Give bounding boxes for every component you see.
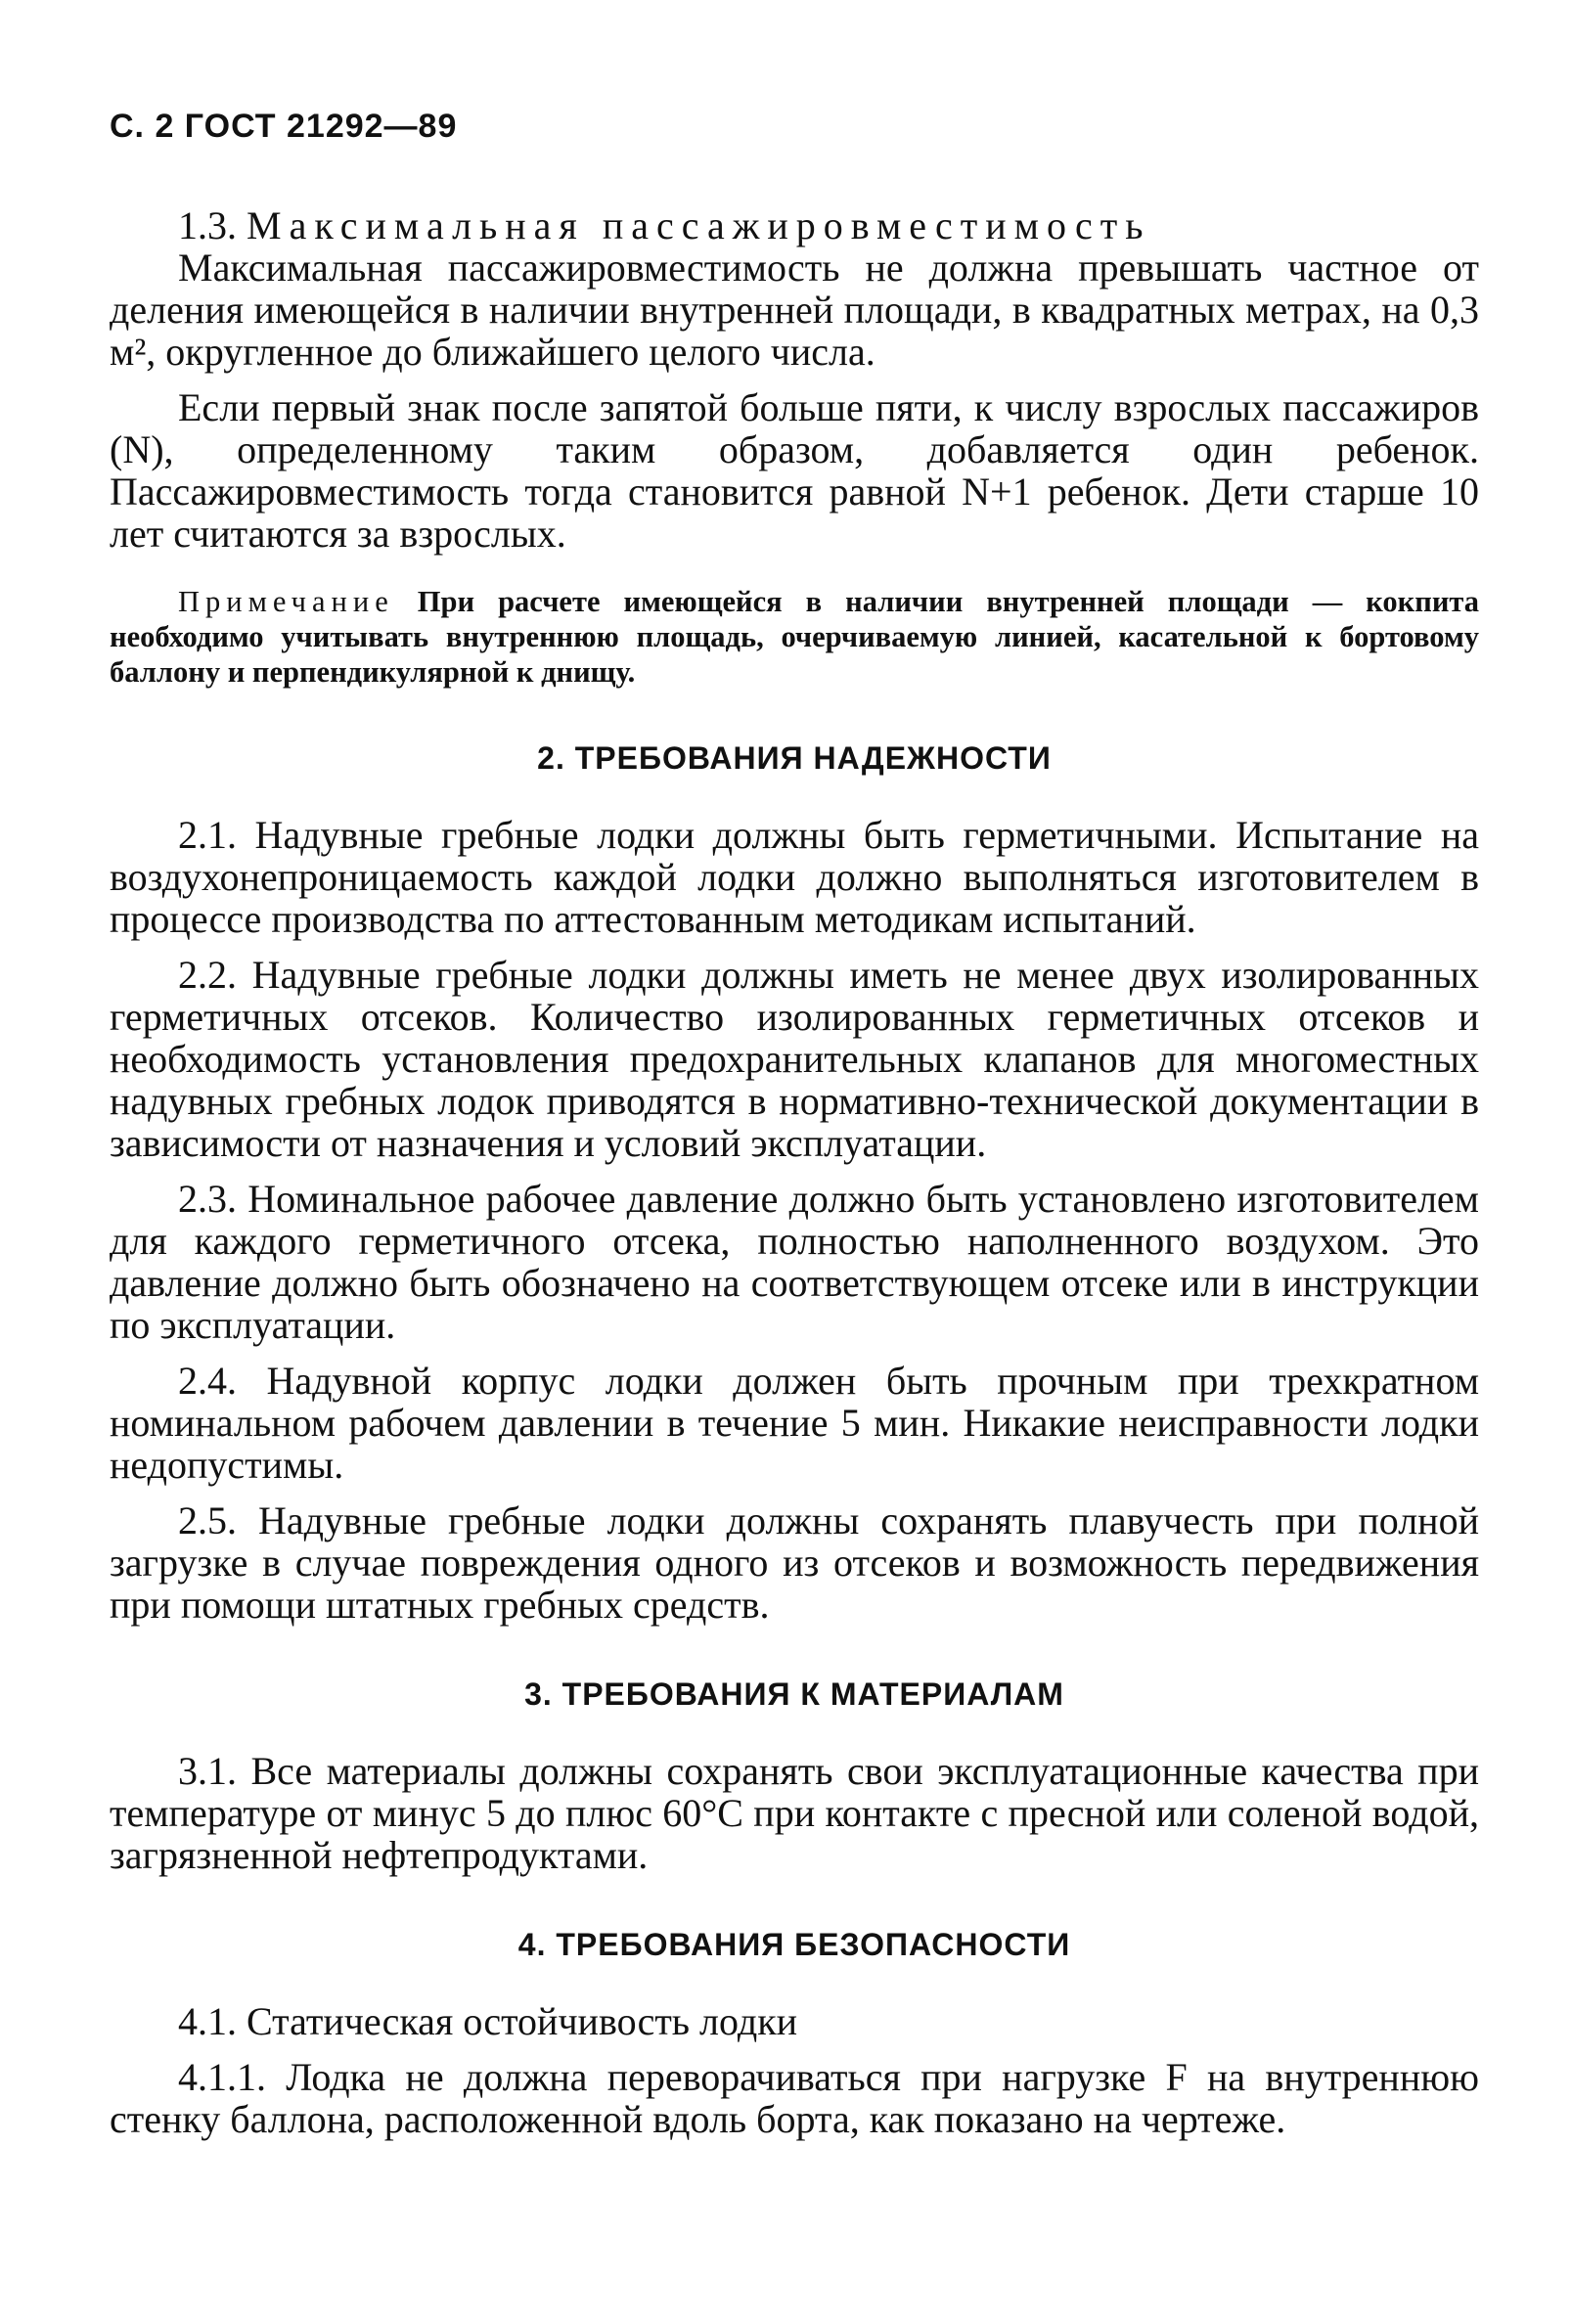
section-3-body [110, 1750, 1479, 1876]
clause-2-1: 2.1. Надувные гребные лодки должны быть герметичными. Испытание на воздухонепроницаемость каждой лодки должно выполняться изготовителем в процессе производства по аттестованным методикам испытаний. [110, 813, 1479, 941]
running-head: С. 2 ГОСТ 21292—89 [110, 108, 458, 145]
clause-1-3-number: 1.3. [178, 203, 237, 247]
clause-1-3-heading [110, 204, 1479, 246]
clause-1-3-title: Максимальная пассажировместимость [247, 203, 1151, 247]
clause-2-2: 2.2. Надувные гребные лодки должны иметь не менее двух изолированных герметичных отсеков. Количество изолированных герметичных отсеков и необходимость установления предохранительных клапанов для многоместных надувных гребных лодок приводятся в нормативно-технической документации в зависимости от назначения и условий эксплуатации. [110, 953, 1479, 1165]
section-2-title: 2. ТРЕБОВАНИЯ НАДЕЖНОСТИ [537, 740, 1052, 776]
clause-1-3-note [110, 584, 1479, 690]
note-label: Примечание [178, 585, 394, 618]
clause-3-1: 3.1. Все материалы должны сохранять свои эксплуатационные качества при температуре от минус 5 до плюс 60°С при контакте с пресной или соленой водой, загрязненной нефтепродуктами. [110, 1749, 1479, 1877]
clause-2-3: 2.3. Номинальное рабочее давление должно быть установлено изготовителем для каждого герметичного отсека, полностью наполненного воздухом. Это давление должно быть обозначено на соответствующем отсеке или в инструкции по эксплуатации. [110, 1177, 1479, 1347]
clause-1-3 [110, 204, 1479, 555]
clause-1-3-paragraph-2: Если первый знак после запятой больше пяти, к числу взрослых пассажиров (N), определенному таким образом, добавляется один ребенок. Пассажировместимость тогда становится равной N+1 ребенок. Дети старше 10 лет считаются за взрослых. [110, 385, 1479, 556]
note-text: При расчете имеющейся в наличии внутренней площади — кокпита необходимо учитывать внутреннюю площадь, очерчиваемую линией, касательной к бортовому баллону и перпендикулярной к днищу. [110, 585, 1480, 689]
clause-4-1: 4.1. Статическая остойчивость лодки [178, 1999, 798, 2043]
clause-4-1-1: 4.1.1. Лодка не должна переворачиваться при нагрузке F на внутреннюю стенку баллона, расположенной вдоль борта, как показано на чертеже. [110, 2055, 1479, 2141]
section-2-body [110, 814, 1479, 1626]
section-3-title: 3. ТРЕБОВАНИЯ К МАТЕРИАЛАМ [524, 1676, 1064, 1712]
clause-1-3-paragraph-1: Максимальная пассажировместимость не должна превышать частное от деления имеющейся в наличии внутренней площади, в квадратных метрах, на 0,3 м², округленное до ближайшего целого числа. [110, 246, 1479, 374]
clause-2-5: 2.5. Надувные гребные лодки должны сохранять плавучесть при полной загрузке в случае повреждения одного из отсеков и возможность передвижения при помощи штатных гребных средств. [110, 1498, 1479, 1627]
clause-2-4: 2.4. Надувной корпус лодки должен быть прочным при трехкратном номинальном рабочем давлении в течение 5 мин. Никакие неисправности лодки недопустимы. [110, 1359, 1479, 1487]
section-4-title: 4. ТРЕБОВАНИЯ БЕЗОПАСНОСТИ [517, 1927, 1071, 1962]
document-page [110, 108, 1479, 2289]
section-4-body [110, 2000, 1479, 2140]
